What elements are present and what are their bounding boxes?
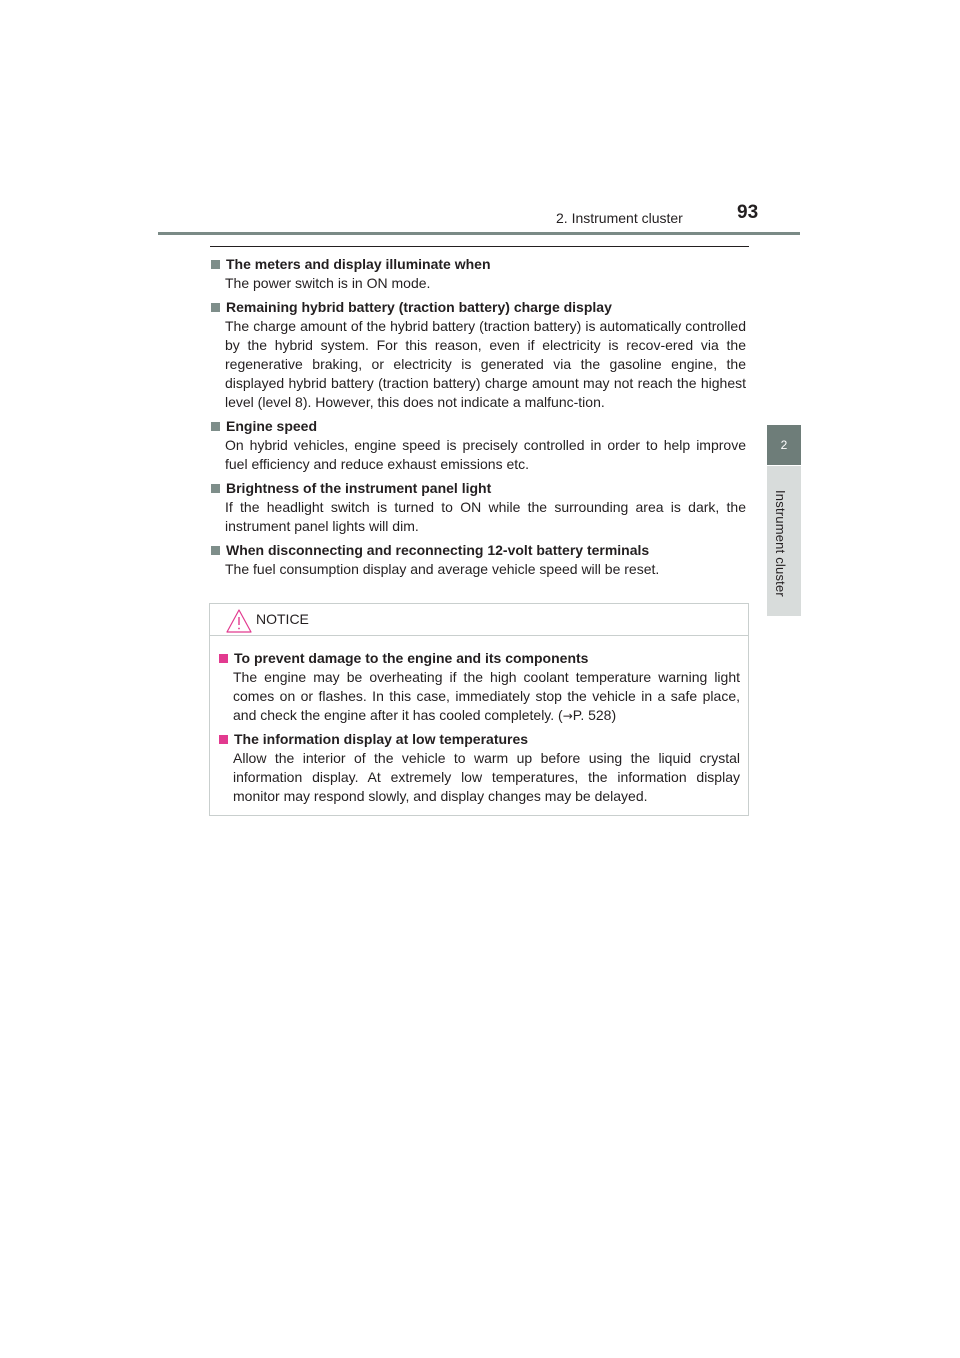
notice-item-heading-text: The information display at low temperatures — [234, 731, 529, 747]
section-battery-terminals — [210, 541, 746, 579]
notice-item-body-text: The engine may be overheating if the high coolant temperature warning light comes on or flashes. In this case, immediately stop the vehicle in a safe place, and check the engine after it has cooled completely. ( — [233, 669, 740, 723]
notice-label: NOTICE — [256, 611, 309, 627]
square-bullet-icon — [219, 654, 228, 663]
square-bullet-icon — [211, 260, 220, 269]
page-number: 93 — [737, 202, 759, 223]
section-heading-text: When disconnecting and reconnecting 12-volt battery terminals — [226, 542, 650, 558]
section-engine-speed — [210, 417, 746, 474]
section-heading — [210, 255, 746, 274]
page-reference-link[interactable]: P. 528) — [572, 707, 617, 723]
content-top-rule — [210, 246, 749, 247]
notice-item-low-temperatures — [218, 730, 740, 806]
square-bullet-icon — [211, 484, 220, 493]
notice-item-body: Allow the interior of the vehicle to warm up before using the liquid crystal information display. At extremely low temperatures, the information display monitor may respond slowly, and display changes may be delayed. — [233, 750, 740, 804]
section-meters-illuminate — [210, 255, 746, 293]
square-bullet-icon — [219, 735, 228, 744]
notice-item-heading-text: To prevent damage to the engine and its components — [234, 650, 589, 666]
section-panel-brightness — [210, 479, 746, 536]
header-rule — [158, 232, 800, 235]
section-heading-text: Brightness of the instrument panel light — [226, 480, 492, 496]
header-section-title: 2. Instrument cluster — [556, 210, 683, 226]
notice-box — [209, 603, 749, 816]
notice-item-heading — [218, 730, 740, 749]
notice-item-heading — [218, 649, 740, 668]
section-heading-text: Engine speed — [226, 418, 318, 434]
square-bullet-icon — [211, 303, 220, 312]
side-tab-chapter-label: Instrument cluster — [773, 490, 788, 597]
side-tab-chapter-number: 2 — [767, 425, 801, 465]
section-body: The power switch is in ON mode. — [225, 275, 431, 291]
notice-item-engine-damage — [218, 649, 740, 726]
section-heading — [210, 479, 746, 498]
section-heading — [210, 417, 746, 436]
section-hybrid-battery-charge — [210, 298, 746, 412]
main-content — [210, 255, 746, 584]
section-heading-text: Remaining hybrid battery (traction battery) charge display — [226, 299, 612, 315]
section-body: The charge amount of the hybrid battery (traction battery) is automatically controlled by the hybrid system. For this reason, even if electricity is recov-ered via the regenerative braking, or electricity is generated via the gasoline engine, the displayed hybrid battery (traction battery) charge amount may not reach the highest level (level 8). However, this does not indicate a malfunc-tion. — [225, 318, 746, 410]
warning-triangle-icon — [226, 609, 252, 633]
section-body: If the headlight switch is turned to ON while the surrounding area is dark, the instrument panel lights will dim. — [225, 499, 746, 534]
square-bullet-icon — [211, 546, 220, 555]
section-body: On hybrid vehicles, engine speed is precisely controlled in order to help improve fuel efficiency and reduce exhaust emissions etc. — [225, 437, 746, 472]
section-body: The fuel consumption display and average vehicle speed will be reset. — [225, 561, 660, 577]
notice-body — [210, 636, 748, 806]
section-heading-text: The meters and display illuminate when — [226, 256, 491, 272]
section-heading — [210, 541, 746, 560]
notice-item-body — [233, 668, 740, 726]
reference-arrow-icon: → — [562, 709, 573, 723]
notice-header — [210, 604, 748, 636]
section-heading — [210, 298, 746, 317]
square-bullet-icon — [211, 422, 220, 431]
